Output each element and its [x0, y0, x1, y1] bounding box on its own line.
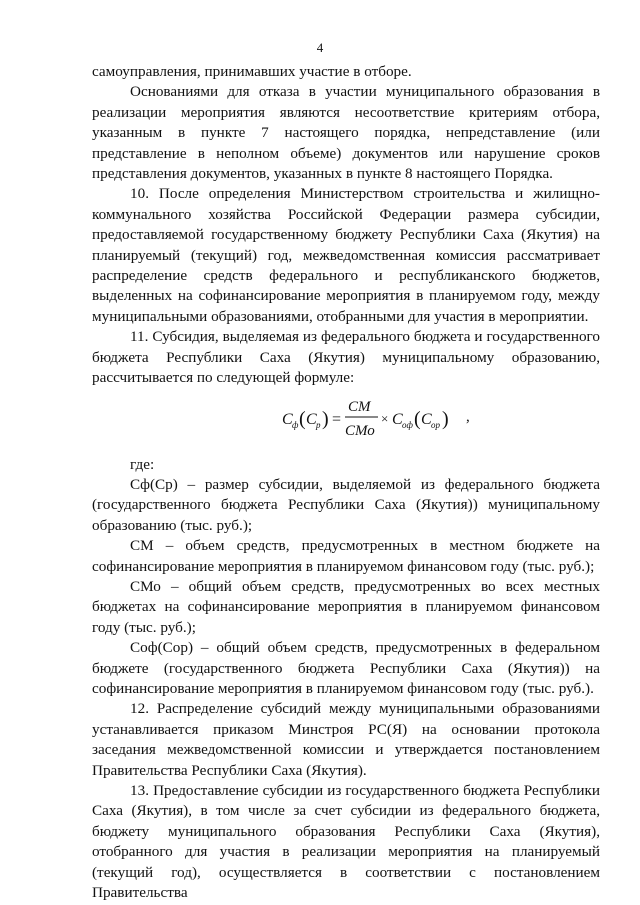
definition-sof: Соф(Сор) – общий объем средств, предусмотренных в федеральном бюджете (государственного бюджета Республики Саха (Якутия)) на софинансирование мероприятия в планируемом финансовом году (тыс. руб.). [92, 639, 600, 697]
formula-times: × [381, 410, 389, 426]
document-body [92, 62, 600, 903]
formula-lhs-sub: ф [292, 419, 299, 430]
formula-rhs-paren-main: С [421, 410, 432, 428]
formula-lhs-main: С [282, 410, 293, 428]
formula-rhs-open-paren: ( [414, 407, 421, 430]
formula-numerator: СМ [348, 398, 371, 415]
paragraph-item-13: 13. Предоставление субсидии из государственного бюджета Республики Саха (Якутия), в том числе за счет субсидии из федерального бюджета, бюджету муниципального образования Республики Саха (Якутия), отобранного для участия в реализации мероприятия на планируемый (текущий год), осуществляется в соответствии с постановлением Правительства [92, 782, 600, 902]
definition-sm: СМ – объем средств, предусмотренных в местном бюджете на софинансирование мероприятия в планируемом финансовом году (тыс. руб.); [92, 537, 600, 575]
formula-lhs-paren-sub: р [316, 419, 321, 430]
paragraph-refusal-grounds: Основаниями для отказа в участии муниципального образования в реализации мероприятия являются несоответствие критериям отбора, указанным в пункте 7 настоящего порядка, непредставление (или представление в неполном объеме) документов или нарушение сроков представления документов, указанных в пункте 8 настоящего Порядка. [92, 83, 600, 183]
formula-rhs-close-paren: ) [442, 407, 449, 430]
formula-rhs-paren-sub: ор [431, 419, 440, 430]
paragraph-item-11: 11. Субсидия, выделяемая из федерального бюджета и государственного бюджета Республики Саха (Якутия) муниципальному образованию, рассчитывается по следующей формуле: [92, 328, 600, 387]
paragraph-where: где: [130, 455, 155, 473]
page-number: 4 [316, 40, 324, 55]
formula-equals: = [332, 410, 342, 428]
definition-smo: СМо – общий объем средств, предусмотренных во всех местных бюджетах на софинансирование мероприятия в планируемом финансовом году (тыс. руб.); [92, 577, 600, 636]
formula-graphic [282, 391, 462, 447]
formula-lhs-paren-main: С [306, 410, 317, 428]
formula-denominator: СМо [345, 422, 375, 439]
formula-trailing-comma: , [466, 408, 470, 425]
formula-rhs-main: С [392, 410, 403, 428]
formula-rhs-sub: оф [402, 419, 413, 430]
definition-sf: Сф(Ср) – размер субсидии, выделяемой из федерального бюджета (государственного бюджета Республики Саха (Якутия)) муниципальному образованию (тыс. руб.); [92, 475, 600, 534]
subsidy-formula [92, 389, 600, 449]
formula-lhs-close-paren: ) [322, 407, 329, 430]
formula-lhs-open-paren: ( [299, 407, 306, 430]
paragraph-item-10: 10. После определения Министерством строительства и жилищно-коммунального хозяйства Российской Федерации размера субсидии, предоставляемой государственному бюджету Республики Саха (Якутия) на планируемый (текущий) год, межведомственная комиссия рассматривает распределение средств федерального и республиканского бюджетов, выделенных на софинансирование мероприятия в планируемом году, между муниципальными образованиями, отобранными для участия в мероприятии. [92, 185, 600, 325]
paragraph-continuation: самоуправления, принимавших участие в отборе. [92, 63, 412, 80]
paragraph-item-12: 12. Распределение субсидий между муниципальными образованиями устанавливается приказом Минстроя РС(Я) на основании протокола заседания межведомственной комиссии и утверждается постановлением Правительства Республики Саха (Якутия). [92, 700, 600, 779]
